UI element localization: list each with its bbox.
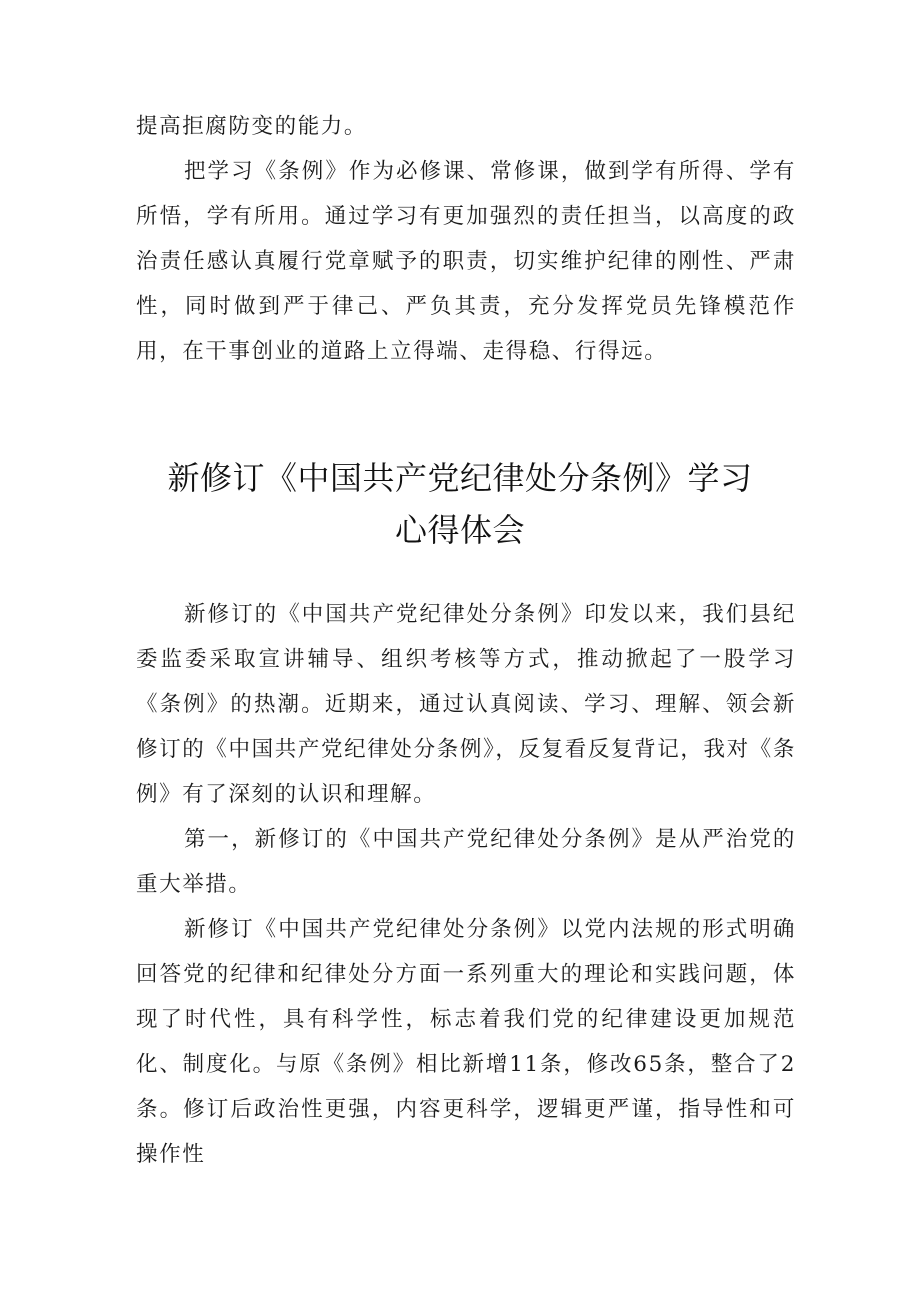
title-line-1: 新修订《中国共产党纪律处分条例》学习	[167, 459, 753, 497]
title-line-2: 心得体会	[394, 511, 525, 549]
paragraph-point-one-detail: 新修订《中国共产党纪律处分条例》以党内法规的形式明确回答党的纪律和纪律处分方面一系列重大的理论和实践问题，体现了时代性，具有科学性，标志着我们党的纪律建设更加规范化、制度化。与原《条例》相比新增11条，修改65条，整合了2条。修订后政治性更强，内容更科学，逻辑更严谨，指导性和可操作性	[136, 917, 796, 1167]
top-section	[136, 104, 796, 374]
paragraph-continuation: 提高拒腐防变的能力。	[136, 114, 368, 139]
article-title	[120, 452, 800, 556]
paragraph-study-regulation: 把学习《条例》作为必修课、常修课，做到学有所得、学有所悟，学有所用。通过学习有更加强烈的责任担当，以高度的政治责任感认真履行党章赋予的职责，切实维护纪律的刚性、严肃性，同时做到严于律己、严负其责，充分发挥党员先锋模范作用，在干事创业的道路上立得端、走得稳、行得远。	[136, 159, 796, 364]
paragraph-intro: 新修订的《中国共产党纪律处分条例》印发以来，我们县纪委监委采取宣讲辅导、组织考核等方式，推动掀起了一股学习《条例》的热潮。近期来，通过认真阅读、学习、理解、领会新修订的《中国共产党纪律处分条例》，反复看反复背记，我对《条例》有了深刻的认识和理解。	[136, 602, 796, 807]
article-content	[136, 592, 796, 1177]
paragraph-point-one: 第一，新修订的《中国共产党纪律处分条例》是从严治党的重大举措。	[136, 827, 796, 897]
